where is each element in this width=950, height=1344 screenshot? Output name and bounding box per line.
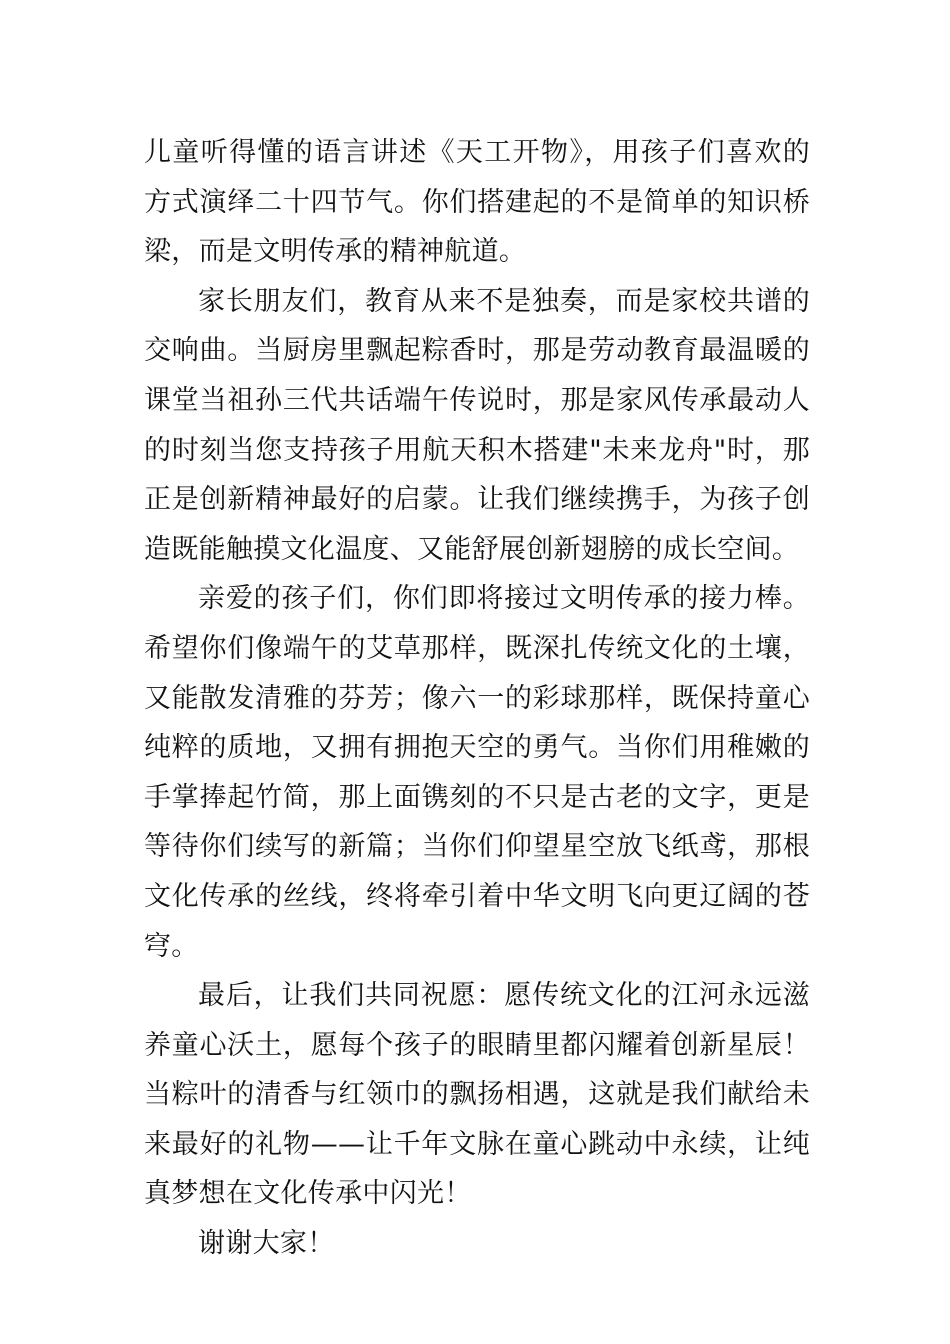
paragraph-parents: 家长朋友们，教育从来不是独奏，而是家校共谱的交响曲。当厨房里飘起粽香时，那是劳动教育最温暖的课堂当祖孙三代共话端午传说时，那是家风传承最动人的时刻当您支持孩子用航天积木搭建"未来龙舟"时，那正是创新精神最好的启蒙。让我们继续携手，为孩子创造既能触摸文化温度、又能舒展创新翅膀的成长空间。 [144, 285, 810, 565]
paragraph-closing-wishes: 最后，让我们共同祝愿：愿传统文化的江河永远滋养童心沃土，愿每个孩子的眼睛里都闪耀着创新星辰！当粽叶的清香与红领巾的飘扬相遇，这就是我们献给未来最好的礼物——让千年文脉在童心跳动中永续，让纯真梦想在文化传承中闪光！ [144, 980, 810, 1210]
paragraph-children: 亲爱的孩子们，你们即将接过文明传承的接力棒。希望你们像端午的艾草那样，既深扎传统文化的土壤，又能散发清雅的芬芳；像六一的彩球那样，既保持童心纯粹的质地，又拥有拥抱天空的勇气。当你们用稚嫩的手掌捧起竹简，那上面镌刻的不只是古老的文字，更是等待你们续写的新篇；当你们仰望星空放飞纸鸢，那根文化传承的丝线，终将牵引着中华文明飞向更辽阔的苍穹。 [144, 583, 810, 962]
speech-text [144, 128, 810, 1269]
paragraph-thanks: 谢谢大家！ [198, 1228, 335, 1260]
paragraph-continuation: 儿童听得懂的语言讲述《天工开物》，用孩子们喜欢的方式演绎二十四节气。你们搭建起的不是简单的知识桥梁，而是文明传承的精神航道。 [144, 137, 810, 268]
